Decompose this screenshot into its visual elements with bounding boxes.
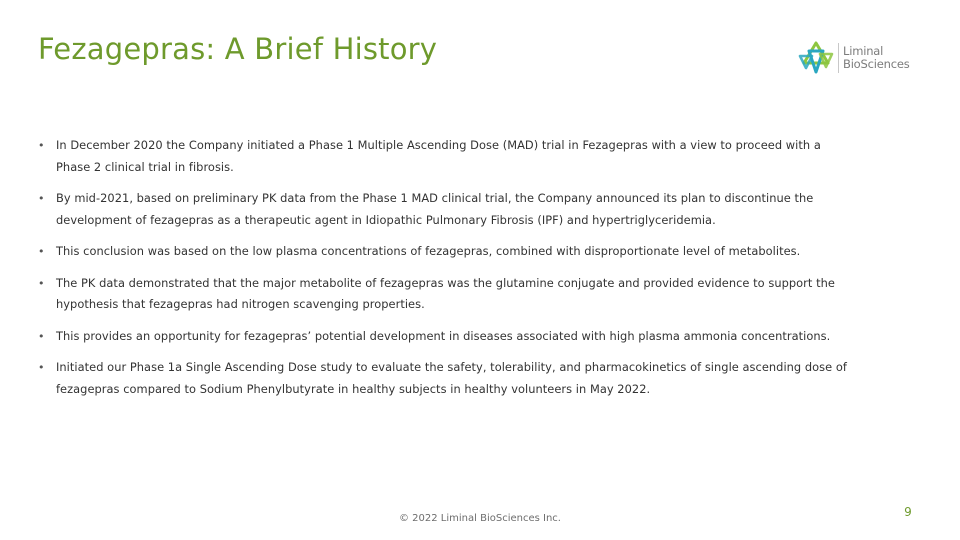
company-logo [797,38,927,78]
list-item [38,326,858,348]
list-item [38,241,858,263]
bullet-marker: • [38,245,45,258]
list-item [38,135,858,178]
list-item [38,188,858,231]
copyright-footer: © 2022 Liminal BioSciences Inc. [399,513,561,524]
bullet-text: Initiated our Phase 1a Single Ascending Dose study to evaluate the safety, tolerability, and pharmacokinetics of single ascending dose of fezagepras compared to Sodium Phenylbutyrate in healthy subjects in healthy volunteers in May 2022. [56,360,847,396]
bullet-marker: • [38,329,45,343]
bullet-text: This conclusion was based on the low plasma concentrations of fezagepras, combined with disproportionate level of metabolites. [56,244,801,258]
slide-title: Fezagepras: A Brief History [38,32,438,66]
bullet-text: The PK data demonstrated that the major metabolite of fezagepras was the glutamine conjugate and provided evidence to support the hypothesis that fezagepras had nitrogen scavenging properties. [56,275,835,311]
bullet-marker: • [38,192,45,205]
logo-wordmark [843,45,910,71]
logo-divider [838,43,839,73]
logo-line-2: BioSciences [843,57,910,71]
bullet-marker: • [38,139,45,152]
logo-line-1: Liminal [843,44,884,58]
bullet-text: In December 2020 the Company initiated a Phase 1 Multiple Ascending Dose (MAD) trial in Fezagepras with a view to proceed with a Phase 2 clinical trial in fibrosis. [56,138,821,174]
bullet-text: By mid-2021, based on preliminary PK data from the Phase 1 MAD clinical trial, the Company announced its plan to discontinue the development of fezagepras as a therapeutic agent in Idiopathic Pulmonary Fibrosis (IPF) and hypertriglyceridemia. [56,191,814,227]
page-number: 9 [904,505,912,519]
liminal-logo-icon [797,40,835,76]
bullet-marker: • [38,276,45,290]
list-item [38,357,858,400]
list-item [38,273,858,316]
bullet-text: This provides an opportunity for fezagepras’ potential development in diseases associated with high plasma ammonia concentrations. [56,328,831,343]
bullet-list [38,135,858,410]
bullet-marker: • [38,361,45,374]
